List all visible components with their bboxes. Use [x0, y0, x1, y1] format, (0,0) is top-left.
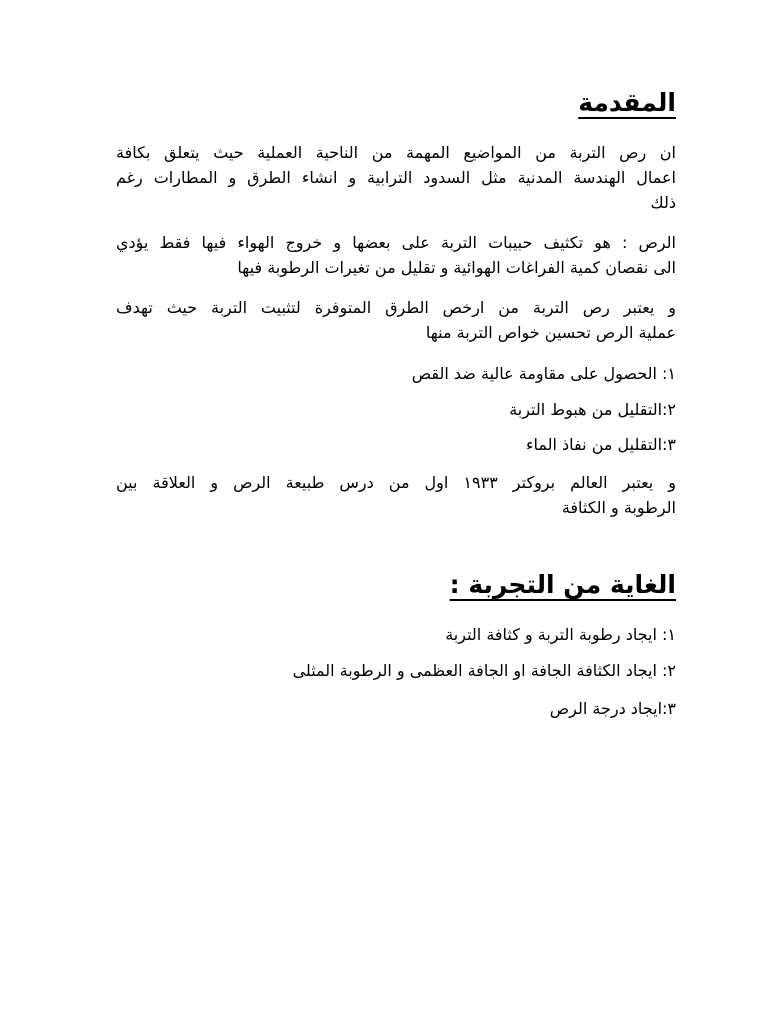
text-line: ان رص التربة من المواضيع المهمة من الناحية العملية حيث يتعلق بكافة [116, 143, 676, 162]
definition-paragraph [116, 230, 676, 280]
text-line: ٣:التقليل من نفاذ الماء [526, 435, 676, 454]
text-line: ٣:ايجاد درجة الرص [549, 699, 676, 718]
purpose-paragraph [116, 295, 676, 345]
list-item [116, 397, 676, 422]
text-line: ١: الحصول على مقاومة عالية ضد القص [411, 364, 676, 383]
text-line: ١: ايجاد رطوبة التربة و كثافة التربة [445, 625, 676, 644]
section-heading: الغاية من التجربة : [449, 570, 676, 599]
page-title: المقدمة [578, 88, 676, 117]
text-line: ذلك [650, 193, 676, 212]
intro-paragraph [116, 140, 676, 215]
list-item [116, 432, 676, 457]
proctor-paragraph [116, 470, 676, 520]
text-line: و يعتبر رص التربة من ارخص الطرق المتوفرة لتثبيت التربة حيث تهدف [116, 298, 676, 317]
text-line: ٢:التقليل من هبوط التربة [509, 400, 676, 419]
text-line: الرطوبة و الكثافة [561, 498, 676, 517]
text-line: و يعتبر العالم بروكتر ١٩٣٣ اول من درس طبيعة الرص و العلاقة بين [116, 473, 677, 492]
text-line: عملية الرص تحسين خواص التربة منها [425, 323, 676, 342]
objective-item [116, 658, 676, 683]
objective-item [116, 696, 676, 721]
list-item [116, 361, 676, 386]
objective-item [116, 622, 676, 647]
text-line: اعمال الهندسة المدنية مثل السدود الترابية و انشاء الطرق و المطارات رغم [116, 168, 676, 187]
text-line: ٢: ايجاد الكثافة الجافة او الجافة العظمى و الرطوبة المثلى [292, 661, 676, 680]
text-line: الى نقصان كمية الفراغات الهوائية و تقليل من تغيرات الرطوبة فيها [237, 258, 676, 277]
text-line: الرص : هو تكثيف حبيبات التربة على بعضها و خروج الهواء فيها فقط يؤدي [116, 233, 676, 252]
